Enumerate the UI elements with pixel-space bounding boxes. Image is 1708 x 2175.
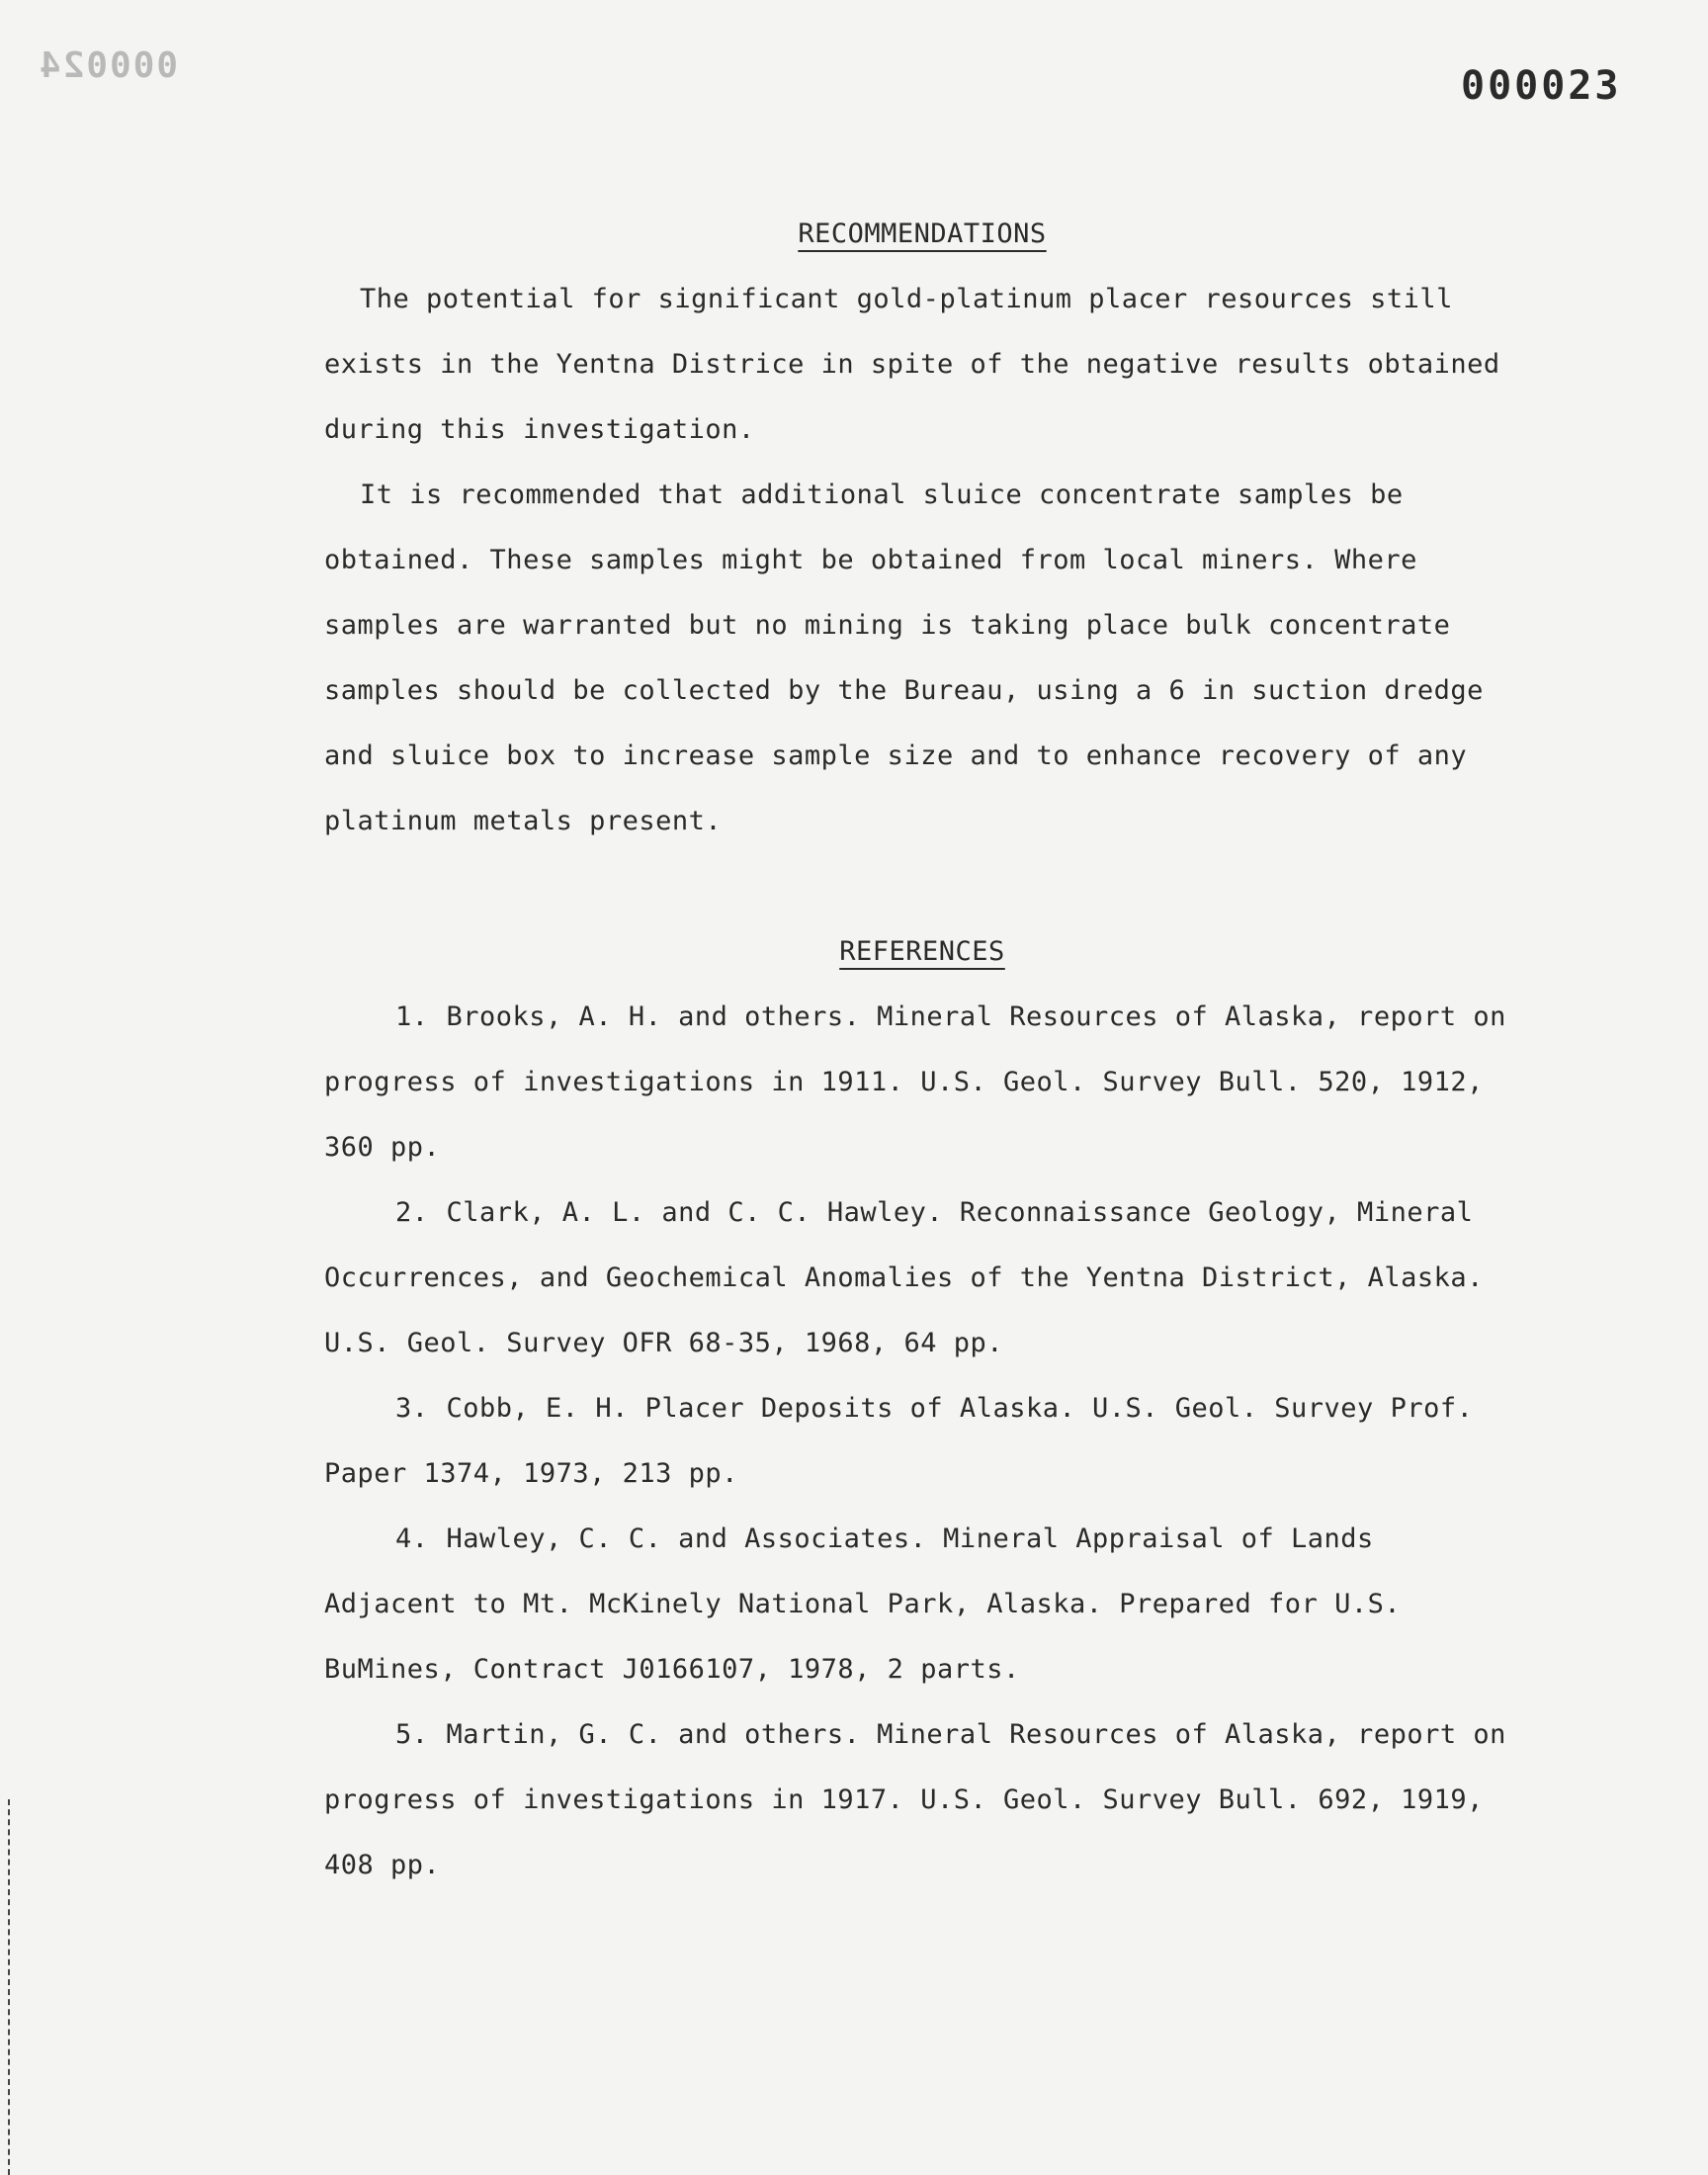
- reference-number: 3.: [395, 1393, 429, 1424]
- reference-number: 5.: [395, 1719, 429, 1750]
- reference-text: Cobb, E. H. Placer Deposits of Alaska. U.S. Geol. Survey Prof. Paper 1374, 1973, 213 pp.: [324, 1393, 1474, 1489]
- reference-number: 1.: [395, 1001, 429, 1032]
- reference-text: Hawley, C. C. and Associates. Mineral Appraisal of Lands Adjacent to Mt. McKinely National Park, Alaska. Prepared for U.S. BuMines, Contract J0166107, 1978, 2 parts.: [324, 1523, 1402, 1685]
- page-number-stamp: 000023: [1461, 63, 1622, 109]
- reference-number: 2.: [395, 1197, 429, 1228]
- reference-text: Brooks, A. H. and others. Mineral Resources of Alaska, report on progress of investigations in 1911. U.S. Geol. Survey Bull. 520, 1912, 360 pp.: [324, 1001, 1506, 1163]
- document-body: [324, 202, 1520, 1898]
- recommendations-paragraph-1: The potential for significant gold-platinum placer resources still exists in the Yentna Districe in spite of the negative results obtained during this investigation.: [324, 284, 1500, 445]
- reference-item-5: [324, 1702, 1520, 1898]
- references-heading: REFERENCES: [839, 936, 1005, 967]
- reference-item-1: [324, 985, 1520, 1180]
- bleed-through-page-stamp: 000024: [38, 45, 179, 86]
- recommendations-paragraph-2: It is recommended that additional sluice concentrate samples be obtained. These samples might be obtained from local miners. Where samples are warranted but no mining is taking place bulk concentrate samples should be collected by the Bureau, using a 6 in suction dredge and sluice box to increase sample size and to enhance recovery of any platinum metals present.: [324, 479, 1484, 836]
- recommendations-heading: RECOMMENDATIONS: [798, 218, 1047, 249]
- reference-number: 4.: [395, 1523, 429, 1554]
- reference-item-2: [324, 1180, 1520, 1376]
- reference-item-4: [324, 1507, 1520, 1702]
- reference-item-3: [324, 1376, 1520, 1507]
- reference-text: Clark, A. L. and C. C. Hawley. Reconnaissance Geology, Mineral Occurrences, and Geochemical Anomalies of the Yentna District, Alaska. U.S. Geol. Survey OFR 68-35, 1968, 64 pp.: [324, 1197, 1484, 1358]
- scan-edge-mark: [8, 1799, 10, 2175]
- reference-text: Martin, G. C. and others. Mineral Resources of Alaska, report on progress of investigations in 1917. U.S. Geol. Survey Bull. 692, 1919, 408 pp.: [324, 1719, 1506, 1880]
